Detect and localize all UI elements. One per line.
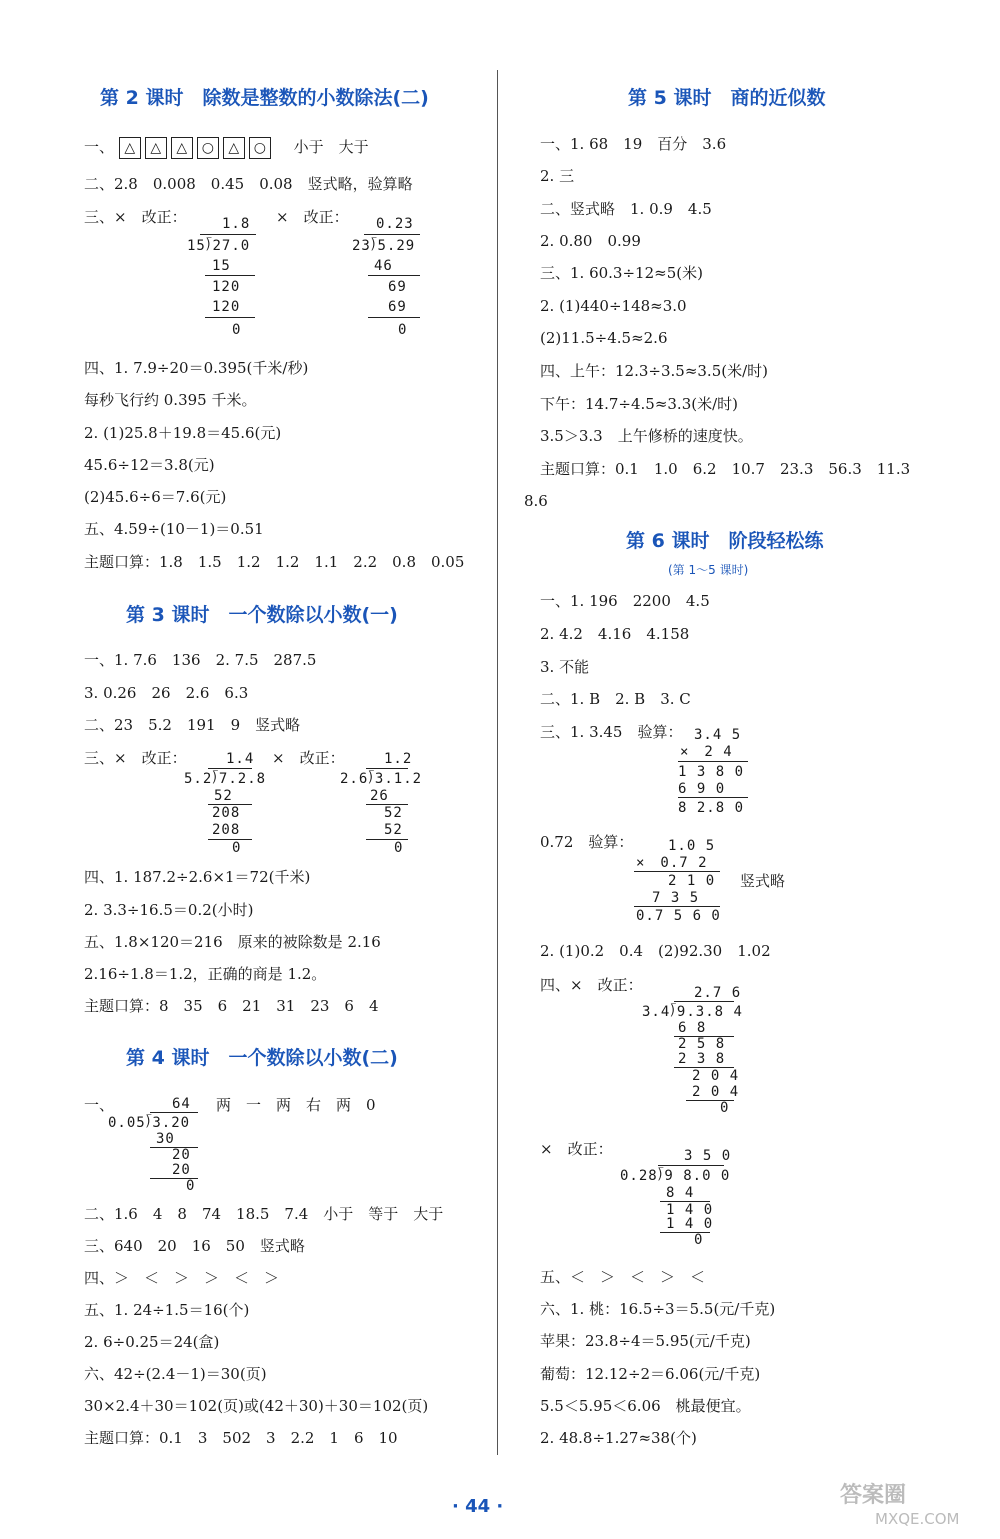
partial-step: 15 (212, 258, 231, 274)
answer-line: 六、1. 桃：16.5÷3＝5.5(元/千克) (540, 1300, 776, 1318)
circle-icon: ○ (249, 137, 271, 159)
answer-line: 四、＞ ＜ ＞ ＞ ＜ ＞ (84, 1269, 280, 1287)
answer-line: 三、× 改正： (84, 749, 187, 767)
answer-line: 六、42÷(2.4－1)＝30(页) (84, 1365, 267, 1383)
answer-line: 2. (1)0.2 0.4 (2)92.30 1.02 (540, 942, 771, 960)
answer-line: 2. 0.80 0.99 (540, 232, 641, 250)
answer-line: (2)45.6÷6＝7.6(元) (84, 488, 227, 506)
answer-line: 三、1. 60.3÷12≈5(米) (540, 264, 703, 282)
watermark-logo: 答案圈 (840, 1483, 907, 1508)
answer-line: 一、 (84, 1096, 115, 1114)
dividend: 2.6⟌3.1.2 (340, 771, 423, 787)
remainder: 0 (694, 1232, 704, 1248)
answer-line: 一、1. 196 2200 4.5 (540, 592, 710, 610)
dividend: 3.4⟌9.3.8 4 (642, 1004, 743, 1020)
remainder: 0 (720, 1100, 730, 1116)
answer-line: 2. 3.3÷16.5＝0.2(小时) (84, 901, 254, 919)
answer-line: 2. (1)440÷148≈3.0 (540, 297, 687, 315)
answer-line: 一、1. 7.6 136 2. 7.5 287.5 (84, 651, 317, 669)
answer-line: (2)11.5÷4.5≈2.6 (540, 329, 668, 347)
quotient: 3 5 0 (684, 1148, 732, 1164)
partial-step: 2 3 8 (678, 1051, 726, 1067)
answer-line: 0.72 验算： (540, 833, 634, 851)
partial-step: 2 0 4 (692, 1084, 740, 1100)
mental-math-line: 8.6 (524, 492, 548, 510)
partial-step: 20 (172, 1162, 191, 1178)
quotient: 1.2 (384, 751, 413, 767)
partial-step: 26 (370, 788, 389, 804)
partial-product: 7 3 5 (652, 890, 700, 906)
remainder: 0 (232, 322, 242, 338)
partial-step: 2 0 4 (692, 1068, 740, 1084)
answer-line: 二、竖式略 1. 0.9 4.5 (540, 200, 712, 218)
quotient: 2.7 6 (694, 985, 742, 1001)
answer-line: 3.5＞3.3 上午修桥的速度快。 (540, 427, 753, 445)
answer-line: 5.5＜5.95＜6.06 桃最便宜。 (540, 1397, 751, 1415)
answer-line: × 改正： (272, 749, 345, 767)
partial-step: 52 (384, 805, 403, 821)
answer-line: 三、1. 3.45 验算： (540, 723, 683, 741)
lesson-4-title: 第 4 课时 一个数除以小数(二) (126, 1047, 398, 1069)
answer-line: 二、23 5.2 191 9 竖式略 (84, 716, 301, 734)
partial-step: 208 (212, 805, 241, 821)
partial-product: 2 1 0 (668, 873, 716, 889)
triangle-icon: △ (171, 137, 193, 159)
answer-line: 45.6÷12＝3.8(元) (84, 456, 215, 474)
mental-math-line: 主题口算：8 35 6 21 31 23 6 4 (84, 997, 379, 1015)
answer-line: 2. 6÷0.25＝24(盒) (84, 1333, 220, 1351)
multiplier: × 0.7 2 (636, 855, 708, 871)
answer-line: 30×2.4＋30＝102(页)或(42＋30)＋30＝102(页) (84, 1397, 429, 1415)
multiplicand: 1.0 5 (668, 838, 716, 854)
partial-step: 52 (384, 822, 403, 838)
answer-line: 五、1. 24÷1.5＝16(个) (84, 1301, 250, 1319)
mental-math-line: 主题口算：1.8 1.5 1.2 1.2 1.1 2.2 0.8 0.05 (84, 553, 465, 571)
answer-line: 3. 0.26 26 2.6 6.3 (84, 684, 249, 702)
answer-line: 五、4.59÷(10－1)＝0.51 (84, 520, 264, 538)
partial-step: 208 (212, 822, 241, 838)
partial-product: 6 9 0 (678, 781, 726, 797)
lesson-6-subtitle: (第 1～5 课时) (668, 563, 749, 577)
remainder: 0 (232, 840, 242, 856)
answer-line: 下午：14.7÷4.5≈3.3(米/时) (540, 395, 739, 413)
remainder: 0 (186, 1178, 196, 1194)
lesson-6-title: 第 6 课时 阶段轻松练 (626, 530, 824, 552)
answer-line: 2. 4.2 4.16 4.158 (540, 625, 690, 643)
dividend: 0.28⟌9 8.0 0 (620, 1168, 731, 1184)
quotient: 0.23 (376, 216, 414, 232)
answer-line: 四、1. 7.9÷20＝0.395(千米/秒) (84, 359, 309, 377)
partial-step: 8 4 (666, 1185, 695, 1201)
triangle-icon: △ (145, 137, 167, 159)
page-number: · 44 · (452, 1496, 504, 1517)
answer-line: 两 一 两 右 两 0 (216, 1096, 376, 1114)
remainder: 0 (398, 322, 408, 338)
partial-step: 69 (388, 279, 407, 295)
answer-line: 一、1. 68 19 百分 3.6 (540, 135, 727, 153)
lesson-5-title: 第 5 课时 商的近似数 (628, 87, 826, 109)
partial-step: 1 4 0 (666, 1202, 714, 1218)
partial-step: 69 (388, 299, 407, 315)
partial-step: 46 (374, 258, 393, 274)
answer-line: 2. (1)25.8＋19.8＝45.6(元) (84, 424, 282, 442)
lesson-3-title: 第 3 课时 一个数除以小数(一) (126, 604, 398, 626)
answer-line: 葡萄：12.12÷2＝6.06(元/千克) (540, 1365, 761, 1383)
answer-line: × 改正： (540, 1140, 613, 1158)
answer-line: 一、 △ △ △ ○ △ ○ 小于 大于 (84, 137, 369, 159)
column-divider (497, 70, 498, 1455)
partial-step: 120 (212, 299, 241, 315)
answer-line: 2. 48.8÷1.27≈38(个) (540, 1429, 697, 1447)
answer-line: 二、2.8 0.008 0.45 0.08 竖式略，验算略 (84, 175, 413, 193)
answer-line: 二、1.6 4 8 74 18.5 7.4 小于 等于 大于 (84, 1205, 444, 1223)
dividend: 23⟌5.29 (352, 238, 416, 254)
answer-line: 四、上午：12.3÷3.5≈3.5(米/时) (540, 362, 769, 380)
answer-line: 每秒飞行约 0.395 千米。 (84, 391, 257, 409)
answer-line: 五、＜ ＞ ＜ ＞ ＜ (540, 1268, 706, 1286)
partial-step: 120 (212, 279, 241, 295)
dividend: 15⟌27.0 (187, 238, 251, 254)
answer-line: 竖式略 (740, 872, 786, 890)
circle-icon: ○ (197, 137, 219, 159)
triangle-icon: △ (223, 137, 245, 159)
partial-step: 20 (172, 1147, 191, 1163)
answer-line: 苹果：23.8÷4＝5.95(元/千克) (540, 1332, 751, 1350)
product: 8 2.8 0 (678, 800, 745, 816)
partial-step: 52 (214, 788, 233, 804)
quotient: 1.8 (222, 216, 251, 232)
mental-math-line: 主题口算：0.1 1.0 6.2 10.7 23.3 56.3 11.3 (540, 460, 911, 478)
answer-line: 3. 不能 (540, 658, 590, 676)
answer-line: 四、× 改正： (540, 976, 643, 994)
partial-step: 30 (156, 1131, 175, 1147)
partial-product: 1 3 8 0 (678, 764, 745, 780)
product: 0.7 5 6 0 (636, 908, 721, 924)
multiplier: × 2 4 (680, 744, 733, 760)
partial-step: 6 8 (678, 1020, 707, 1036)
partial-step: 2 5 8 (678, 1036, 726, 1052)
answer-line: 三、640 20 16 50 竖式略 (84, 1237, 305, 1255)
answer-line: 2.16÷1.8＝1.2，正确的商是 1.2。 (84, 965, 327, 983)
answer-line: 五、1.8×120＝216 原来的被除数是 2.16 (84, 933, 381, 951)
dividend: 0.05⟌3.20 (108, 1115, 191, 1131)
answer-line: 2. 三 (540, 167, 575, 185)
watermark-url: MXQE.COM (875, 1510, 960, 1528)
triangle-icon: △ (119, 137, 141, 159)
answer-line: 三、× 改正： (84, 208, 187, 226)
answer-line: × 改正： (276, 208, 349, 226)
partial-step: 1 4 0 (666, 1216, 714, 1232)
multiplicand: 3.4 5 (694, 727, 742, 743)
mental-math-line: 主题口算：0.1 3 502 3 2.2 1 6 10 (84, 1429, 398, 1447)
remainder: 0 (394, 840, 404, 856)
dividend: 5.2⟌7.2.8 (184, 771, 267, 787)
lesson-2-title: 第 2 课时 除数是整数的小数除法(二) (100, 87, 429, 109)
quotient: 64 (172, 1096, 191, 1112)
quotient: 1.4 (226, 751, 255, 767)
answer-line: 四、1. 187.2÷2.6×1＝72(千米) (84, 868, 311, 886)
answer-line: 二、1. B 2. B 3. C (540, 690, 691, 708)
